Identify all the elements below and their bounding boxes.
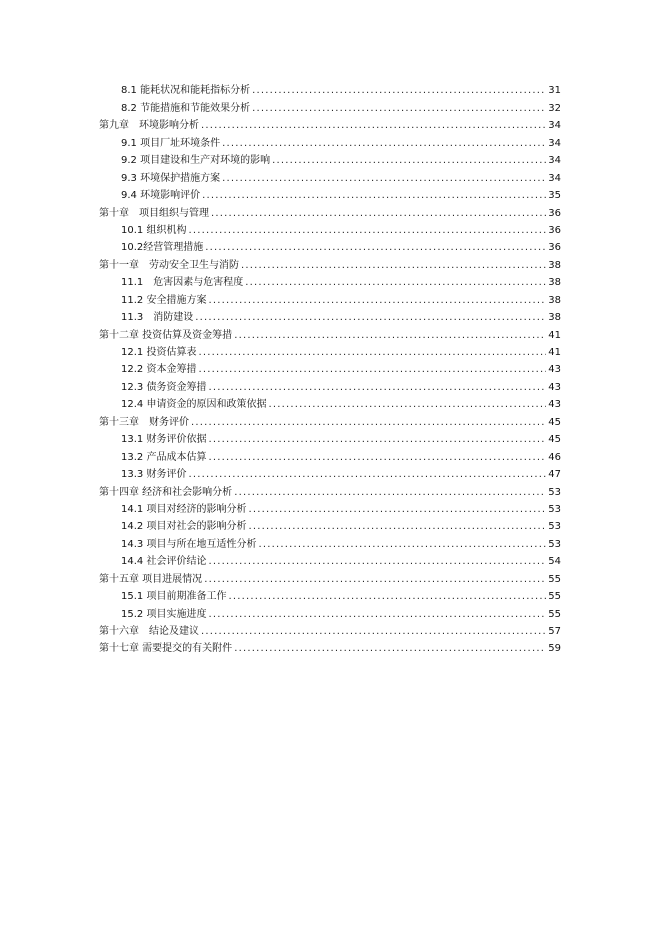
toc-section-entry[interactable] xyxy=(99,150,561,167)
toc-section-entry[interactable] xyxy=(99,464,561,481)
toc-entry-title: 第十四章 经济和社会影响分析 xyxy=(99,486,233,498)
toc-page-number: 31 xyxy=(548,85,561,97)
toc-chapter-entry[interactable] xyxy=(99,254,561,271)
toc-page-number: 57 xyxy=(548,626,561,637)
toc-entry-title: 8.1 能耗状况和能耗指标分析 xyxy=(121,85,251,97)
toc-section-entry[interactable] xyxy=(99,359,561,376)
toc-page-number: 43 xyxy=(548,381,561,393)
toc-entry-title: 9.1 项目厂址环境条件 xyxy=(121,137,221,149)
toc-dot-leader xyxy=(204,574,546,586)
toc-section-entry[interactable] xyxy=(99,533,561,550)
toc-section-entry[interactable] xyxy=(99,80,561,97)
toc-entry-title: 第十六章 结论及建议 xyxy=(99,626,199,637)
toc-entry-title: 12.4 申请资金的原因和政策依据 xyxy=(121,399,267,411)
toc-page-number: 55 xyxy=(548,591,561,603)
toc-dot-leader xyxy=(268,399,546,411)
toc-page-number: 53 xyxy=(548,538,561,550)
toc-entry-title: 12.2 资本金筹措 xyxy=(121,364,197,376)
toc-page-number: 34 xyxy=(548,120,561,132)
toc-entry-title: 12.3 债务资金筹措 xyxy=(121,381,207,393)
toc-dot-leader xyxy=(195,312,546,324)
toc-dot-leader xyxy=(241,260,546,272)
toc-entry-title: 13.1 财务评价依据 xyxy=(121,434,207,446)
toc-dot-leader xyxy=(201,626,546,638)
toc-dot-leader xyxy=(272,155,546,167)
toc-entry-title: 13.3 财务评价 xyxy=(121,469,187,481)
toc-dot-leader xyxy=(202,190,546,202)
toc-entry-title: 14.2 项目对社会的影响分析 xyxy=(121,521,247,533)
toc-dot-leader xyxy=(234,330,546,342)
toc-page-number: 55 xyxy=(548,573,561,585)
toc-dot-leader xyxy=(252,85,546,97)
toc-section-entry[interactable] xyxy=(99,516,561,533)
toc-page-number: 38 xyxy=(548,259,561,271)
toc-section-entry[interactable] xyxy=(99,586,561,603)
toc-dot-leader xyxy=(252,103,546,115)
toc-dot-leader xyxy=(208,609,546,621)
toc-entry-title: 9.2 项目建设和生产对环境的影响 xyxy=(121,155,271,167)
toc-entry-title: 12.1 投资估算表 xyxy=(121,347,197,358)
toc-entry-title: 11.1 危害因素与危害程度 xyxy=(121,277,244,289)
toc-section-entry[interactable] xyxy=(99,272,561,289)
toc-dot-leader xyxy=(234,643,546,655)
toc-section-entry[interactable] xyxy=(99,551,561,568)
toc-entry-title: 第九章 环境影响分析 xyxy=(99,120,199,132)
toc-section-entry[interactable] xyxy=(99,132,561,149)
toc-entry-title: 第十三章 财务评价 xyxy=(99,416,189,428)
toc-section-entry[interactable] xyxy=(99,603,561,620)
toc-entry-title: 14.4 社会评价结论 xyxy=(121,556,207,568)
toc-dot-leader xyxy=(201,120,546,132)
toc-dot-leader xyxy=(208,295,546,307)
toc-entry-title: 15.2 项目实施进度 xyxy=(121,608,207,620)
toc-page-number: 41 xyxy=(548,347,561,358)
toc-page-number: 47 xyxy=(548,469,561,481)
toc-page-number: 34 xyxy=(548,137,561,149)
toc-page-number: 41 xyxy=(548,329,561,341)
toc-chapter-entry[interactable] xyxy=(99,621,561,638)
toc-page-number: 46 xyxy=(548,451,561,463)
toc-dot-leader xyxy=(228,591,546,603)
toc-section-entry[interactable] xyxy=(99,185,561,202)
toc-entry-title: 9.3 环境保护措施方案 xyxy=(121,172,221,184)
toc-entry-title: 9.4 环境影响评价 xyxy=(121,190,201,202)
toc-page-number: 36 xyxy=(548,242,561,254)
toc-chapter-entry[interactable] xyxy=(99,638,561,655)
toc-dot-leader xyxy=(208,556,546,568)
toc-section-entry[interactable] xyxy=(99,307,561,324)
toc-dot-leader xyxy=(205,242,546,254)
toc-page-number: 34 xyxy=(548,155,561,167)
toc-dot-leader xyxy=(248,504,546,516)
toc-dot-leader xyxy=(222,173,546,185)
toc-page-number: 53 xyxy=(548,521,561,533)
toc-entry-title: 第十七章 需要提交的有关附件 xyxy=(99,643,233,655)
toc-dot-leader xyxy=(188,469,546,481)
toc-page-number: 38 xyxy=(548,277,561,289)
toc-page-number: 53 xyxy=(548,486,561,498)
toc-section-entry[interactable] xyxy=(99,167,561,184)
toc-entry-title: 13.2 产品成本估算 xyxy=(121,451,207,463)
toc-entry-title: 11.3 消防建设 xyxy=(121,312,194,324)
toc-chapter-entry[interactable] xyxy=(99,324,561,341)
toc-page-number: 43 xyxy=(548,364,561,376)
toc-page-number: 32 xyxy=(548,102,561,114)
toc-entry-title: 第十章 项目组织与管理 xyxy=(99,207,209,219)
toc-dot-leader xyxy=(222,138,546,150)
toc-chapter-entry[interactable] xyxy=(99,202,561,219)
toc-entry-title: 10.2经营管理措施 xyxy=(121,242,204,254)
toc-page-number: 53 xyxy=(548,503,561,515)
toc-entry-title: 11.2 安全措施方案 xyxy=(121,294,207,306)
toc-section-entry[interactable] xyxy=(99,499,561,516)
toc-dot-leader xyxy=(258,539,546,551)
toc-section-entry[interactable] xyxy=(99,97,561,114)
toc-entry-title: 14.1 项目对经济的影响分析 xyxy=(121,503,247,515)
toc-dot-leader xyxy=(188,225,546,237)
toc-chapter-entry[interactable] xyxy=(99,411,561,428)
toc-chapter-entry[interactable] xyxy=(99,568,561,585)
toc-dot-leader xyxy=(234,487,546,499)
toc-page-number: 54 xyxy=(548,556,561,568)
toc-dot-leader xyxy=(198,347,546,359)
toc-dot-leader xyxy=(208,452,546,464)
toc-entry-title: 14.3 项目与所在地互适性分析 xyxy=(121,538,257,550)
toc-page-number: 38 xyxy=(548,294,561,306)
toc-dot-leader xyxy=(198,364,546,376)
toc-page-number: 45 xyxy=(548,416,561,428)
toc-dot-leader xyxy=(245,277,546,289)
toc-section-entry[interactable] xyxy=(99,394,561,411)
table-of-contents xyxy=(99,80,561,655)
toc-page-number: 34 xyxy=(548,172,561,184)
toc-entry-title: 8.2 节能措施和节能效果分析 xyxy=(121,102,251,114)
toc-section-entry[interactable] xyxy=(99,220,561,237)
toc-dot-leader xyxy=(191,417,546,429)
toc-entry-title: 第十一章 劳动安全卫生与消防 xyxy=(99,259,239,271)
toc-page-number: 55 xyxy=(548,608,561,620)
toc-entry-title: 15.1 项目前期准备工作 xyxy=(121,591,227,603)
toc-dot-leader xyxy=(211,208,546,220)
toc-section-entry[interactable] xyxy=(99,237,561,254)
toc-page-number: 59 xyxy=(548,643,561,655)
toc-section-entry[interactable] xyxy=(99,376,561,393)
toc-section-entry[interactable] xyxy=(99,289,561,306)
toc-dot-leader xyxy=(208,434,546,446)
toc-chapter-entry[interactable] xyxy=(99,115,561,132)
toc-page-number: 36 xyxy=(548,207,561,219)
toc-entry-title: 第十五章 项目进展情况 xyxy=(99,573,203,585)
toc-page-number: 43 xyxy=(548,399,561,411)
toc-page-number: 36 xyxy=(548,224,561,236)
toc-entry-title: 第十二章 投资估算及资金筹措 xyxy=(99,329,233,341)
toc-dot-leader xyxy=(208,382,546,394)
toc-page-number: 45 xyxy=(548,434,561,446)
toc-entry-title: 10.1 组织机构 xyxy=(121,224,187,236)
toc-page-number: 38 xyxy=(548,312,561,324)
toc-section-entry[interactable] xyxy=(99,429,561,446)
toc-section-entry[interactable] xyxy=(99,446,561,463)
toc-page-number: 35 xyxy=(548,190,561,202)
toc-section-entry[interactable] xyxy=(99,342,561,359)
toc-chapter-entry[interactable] xyxy=(99,481,561,498)
toc-dot-leader xyxy=(248,521,546,533)
